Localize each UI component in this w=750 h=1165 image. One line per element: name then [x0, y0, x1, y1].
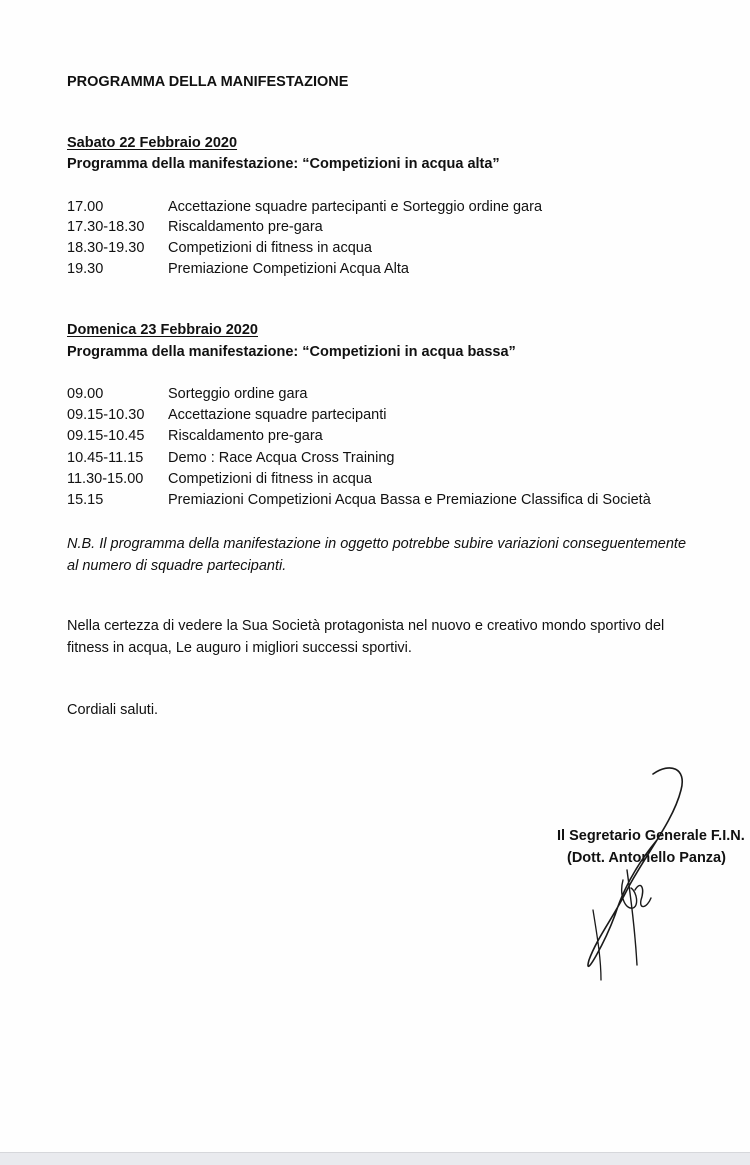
schedule-time: 18.30-19.30 — [67, 240, 145, 256]
schedule-time: 09.00 — [67, 386, 104, 402]
schedule-time: 09.15-10.45 — [67, 428, 145, 444]
schedule-activity: Riscaldamento pre-gara — [168, 428, 323, 444]
schedule-time: 09.15-10.30 — [67, 407, 145, 423]
schedule-time: 15.15 — [67, 492, 104, 508]
note-paragraph — [67, 533, 737, 577]
schedule-activity: Competizioni di fitness in acqua — [168, 471, 372, 487]
schedule-time: 10.45-11.15 — [67, 450, 144, 466]
schedule-activity: Premiazioni Competizioni Acqua Bassa e Premiazione Classifica di Società — [168, 492, 651, 508]
schedule-time: 11.30-15.00 — [67, 471, 144, 487]
day1-title: Programma della manifestazione: “Competizioni in acqua alta” — [67, 156, 500, 172]
schedule-activity: Accettazione squadre partecipanti — [168, 407, 387, 423]
handwritten-signature — [575, 760, 695, 990]
closing-paragraph — [67, 615, 737, 659]
schedule-activity: Accettazione squadre partecipanti e Sorteggio ordine gara — [168, 199, 543, 215]
day1-date: Sabato 22 Febbraio 2020 — [67, 135, 238, 151]
closing-line: Nella certezza di vedere la Sua Società protagonista nel nuovo e creativo mondo sportivo del — [67, 618, 665, 634]
schedule-time: 19.30 — [67, 261, 104, 277]
salutation: Cordiali saluti. — [67, 702, 159, 718]
schedule-activity: Competizioni di fitness in acqua — [168, 240, 372, 256]
schedule-activity: Sorteggio ordine gara — [168, 386, 308, 402]
signatory-role: Il Segretario Generale F.I.N. — [557, 828, 745, 844]
document-heading: PROGRAMMA DELLA MANIFESTAZIONE — [67, 74, 349, 90]
closing-line: fitness in acqua, Le auguro i migliori successi sportivi. — [67, 640, 412, 656]
schedule-time: 17.00 — [67, 199, 104, 215]
schedule-activity: Riscaldamento pre-gara — [168, 219, 323, 235]
note-line: al numero di squadre partecipanti. — [67, 558, 287, 574]
signatory-name: (Dott. Antonello Panza) — [567, 850, 726, 866]
note-line: N.B. Il programma della manifestazione in oggetto potrebbe subire variazioni conseguentemente — [67, 536, 687, 552]
day2-title: Programma della manifestazione: “Competizioni in acqua bassa” — [67, 344, 516, 360]
schedule-activity: Demo : Race Acqua Cross Training — [168, 450, 395, 466]
bottom-edge-strip — [0, 1152, 750, 1165]
day2-date: Domenica 23 Febbraio 2020 — [67, 322, 258, 338]
schedule-activity: Premiazione Competizioni Acqua Alta — [168, 261, 409, 277]
schedule-time: 17.30-18.30 — [67, 219, 145, 235]
